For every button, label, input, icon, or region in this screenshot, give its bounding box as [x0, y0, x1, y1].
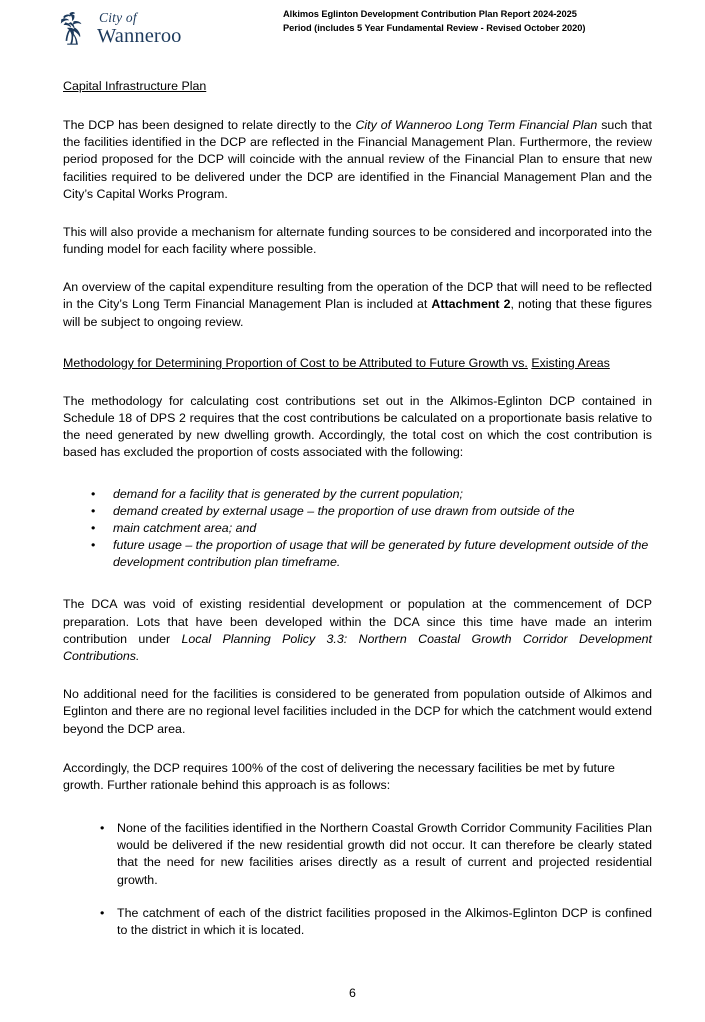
paragraph-dcp-financial-plan — [63, 117, 652, 203]
list-item — [63, 905, 652, 939]
para3-part-a: An overview of the capital expenditure resulting from the operation of the DCP that will need to be reflected in the City’s Long Term Financial Management Plan is included at — [63, 280, 652, 312]
para5-italic-policy-title: Local Planning Policy 3.3: Northern Coastal Growth Corridor Development Contributions. — [63, 631, 652, 663]
header-title-line-1: Alkimos Eglinton Development Contribution Plan Report 2024-2025 — [283, 9, 577, 19]
para5-part-a: The DCA was void of existing residential development or population at the commencement of DCP preparation. Lots that have been developed within the DCA since this time have made an interim contribution under — [63, 597, 652, 646]
logo-line-city: City of — [99, 10, 137, 25]
heading-text: Capital Infrastructure Plan — [63, 79, 207, 93]
wanneroo-plant-emblem-icon — [60, 10, 94, 46]
header-report-title — [283, 8, 663, 36]
paragraph-methodology-cost-contributions: The methodology for calculating cost contributions set out in the Alkimos-Eglinton DCP contained in Schedule 18 of DPS 2 requires that the cost contributions be calculated on a proportionate basis relative to the need generated by new dwelling growth. Accordingly, the total cost on which the cost contribution is based has excluded the proportion of costs associated with the following: — [63, 393, 652, 460]
paragraph-hundred-percent-cost: Accordingly, the DCP requires 100% of the cost of delivering the necessary facilities be met by future growth. Further rationale behind this approach is as follows: — [63, 760, 615, 792]
header-title-line-2: Period (includes 5 Year Fundamental Review - Revised October 2020) — [283, 22, 586, 33]
page-number: 6 — [349, 986, 356, 1000]
list-item-text: future usage – the proportion of usage that will be generated by future development outside of the development contribution plan timeframe. — [113, 538, 649, 570]
rationale-bullet-list — [63, 820, 652, 939]
list-item-text: demand for a facility that is generated by the current population; — [113, 486, 463, 501]
list-item — [63, 537, 652, 571]
para1-part-a: The DCP has been designed to relate directly to the — [63, 118, 356, 133]
bullet-marker-icon: • — [91, 538, 96, 553]
list-item-text: None of the facilities identified in the Northern Coastal Growth Corridor Community Facilities Plan would be delivered if the new residential growth did not occur. It can therefore be clearly stated that the need for new facilities arises directly as a result of current and projected residential growth. — [117, 821, 652, 887]
page-header — [0, 0, 705, 62]
heading-methodology-part-2: Existing Areas — [531, 355, 610, 370]
bullet-marker-icon: • — [91, 520, 96, 535]
list-item — [63, 520, 652, 537]
logo-wordmark — [97, 10, 182, 46]
list-item-text: main catchment area; and — [113, 520, 257, 535]
paragraph-no-additional-need: No additional need for the facilities is considered to be generated from population outside of Alkimos and Eglinton and there are no regional level facilities included in the DCP for which the catchment would extend beyond the DCP area. — [63, 687, 652, 736]
para3-bold-attachment-2: Attachment 2 — [431, 297, 511, 312]
section-heading-methodology — [63, 355, 652, 372]
paragraph-alternate-funding: This will also provide a mechanism for alternate funding sources to be considered and incorporated into the funding model for each facility where possible. — [63, 224, 652, 257]
excluded-costs-bullet-list — [63, 486, 652, 572]
para3-part-b: , noting that these figures will be subject to ongoing review. — [63, 297, 652, 329]
paragraph-capital-expenditure-overview — [63, 279, 652, 331]
bullet-marker-icon: • — [100, 905, 105, 920]
paragraph-dca-interim-contribution — [63, 596, 652, 665]
list-item — [63, 820, 652, 889]
list-item-text: The catchment of each of the district facilities proposed in the Alkimos-Eglinton DCP is confined to the district in which it is located. — [117, 905, 652, 937]
bullet-marker-icon: • — [100, 821, 105, 836]
para1-part-b: such that the facilities identified in the DCP are reflected in the Financial Management Plan. Furthermore, the review period proposed for the DCP will coincide with the annual review of the Financial Plan to ensure that new facilities required to be delivered under the DCP are identified in the Financial Management Plan and the City’s Capital Works Program. — [63, 118, 652, 201]
section-heading-capital-infrastructure-plan — [63, 78, 652, 95]
bullet-marker-icon: • — [91, 486, 96, 501]
bullet-marker-icon: • — [91, 503, 96, 518]
list-item — [63, 486, 652, 503]
list-item-text: demand created by external usage – the proportion of use drawn from outside of the — [113, 503, 575, 518]
document-body — [63, 78, 652, 939]
heading-methodology-part-1: Methodology for Determining Proportion of Cost to be Attributed to Future Growth vs. — [63, 355, 528, 370]
city-of-wanneroo-logo — [60, 10, 182, 46]
logo-line-wanneroo: Wanneroo — [97, 24, 182, 47]
para1-italic-plan-title: City of Wanneroo Long Term Financial Plan — [355, 118, 598, 133]
list-item — [63, 503, 652, 520]
